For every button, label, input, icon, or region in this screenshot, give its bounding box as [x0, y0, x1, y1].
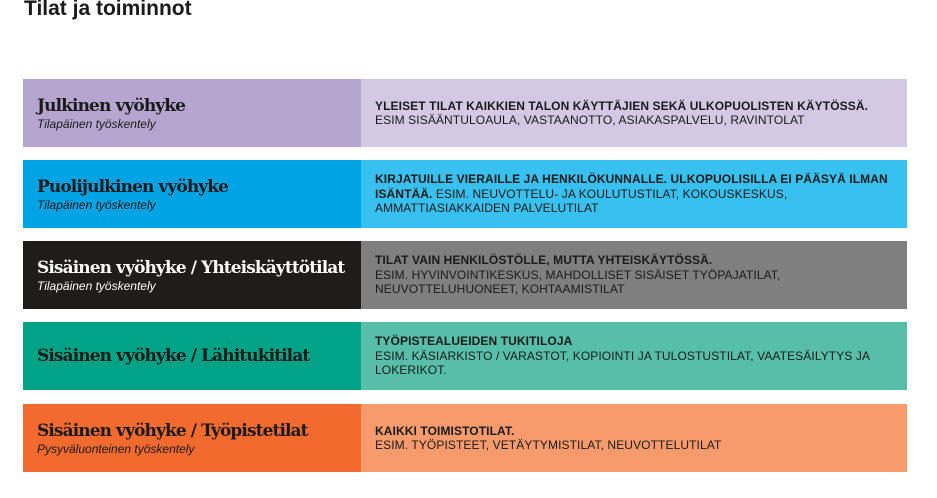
zone-description-text: ESIM. NEUVOTTELU- JA KOULUTUSTILAT, KOKOUSKESKUS, AMMATTIASIAKKAIDEN PALVELUTILAT: [375, 186, 788, 216]
zone-row-lahitukitilat: [23, 322, 907, 390]
zone-description-panel: [361, 79, 907, 147]
zone-label-panel: [23, 79, 361, 147]
zone-name: Sisäinen vyöhyke / Työpistetilat: [37, 420, 308, 441]
zone-name: Puolijulkinen vyöhyke: [37, 176, 229, 197]
zone-label-panel: [23, 404, 361, 472]
zone-description: [375, 99, 868, 128]
page-title: Tilat ja toiminnot: [24, 0, 192, 20]
zone-name: Sisäinen vyöhyke / Yhteiskäyttötilat: [37, 257, 345, 278]
zone-label-panel: [23, 160, 361, 228]
zone-description-bold: KIRJATUILLE VIERAILLE JA HENKILÖKUNNALLE. ULKOPUOLISILLA EI PÄÄSYÄ ILMAN ISÄNTÄÄ.: [375, 172, 888, 201]
zone-name: Sisäinen vyöhyke / Lähitukitilat: [37, 345, 310, 366]
zone-description-bold: TYÖPISTEALUEIDEN TUKITILOJA: [375, 334, 573, 349]
zone-subtitle: Tilapäinen työskentely: [37, 116, 156, 131]
zone-description-bold: TILAT VAIN HENKILÖSTÖLLE, MUTTA YHTEISKÄYTÖSSÄ.: [375, 253, 713, 268]
zone-description: [375, 253, 901, 297]
zone-description-text: ESIM. TYÖPISTEET, VETÄYTYMISTILAT, NEUVOTTELUTILAT: [375, 438, 722, 452]
zone-row-tyopistetilat: [23, 404, 907, 472]
zone-description-bold: YLEISET TILAT KAIKKIEN TALON KÄYTTÄJIEN SEKÄ ULKOPUOLISTEN KÄYTÖSSÄ.: [375, 98, 869, 113]
zone-name: Julkinen vyöhyke: [37, 95, 186, 116]
zone-description: [375, 172, 901, 216]
zone-description-panel: [361, 322, 907, 390]
zone-subtitle: Tilapäinen työskentely: [37, 197, 156, 212]
zone-description-text: ESIM. KÄSIARKISTO / VARASTOT, KOPIOINTI JA TULOSTUSTILAT, VAATESÄILYTYS JA LOKERIKOT.: [375, 348, 870, 378]
zone-subtitle: Pysyväluonteinen työskentely: [37, 441, 195, 456]
zone-row-puolijulkinen: [23, 160, 907, 228]
zone-subtitle: Tilapäinen työskentely: [37, 278, 156, 293]
zone-description-panel: [361, 160, 907, 228]
zone-description-panel: [361, 404, 907, 472]
zone-description-bold: KAIKKI TOIMISTOTILAT.: [375, 423, 515, 438]
zone-description: [375, 424, 721, 453]
zone-row-yhteiskayttotilat: [23, 241, 907, 309]
zone-description: [375, 334, 901, 378]
zone-description-text: ESIM. HYVINVOINTIKESKUS, MAHDOLLISET SISÄISET TYÖPAJATILAT, NEUVOTTELUHUONEET, KOHTAAMISTILAT: [375, 267, 781, 297]
zone-description-text: ESIM SISÄÄNTULOAULA, VASTAANOTTO, ASIAKASPALVELU, RAVINTOLAT: [375, 113, 805, 127]
zone-label-panel: [23, 241, 361, 309]
zone-label-panel: [23, 322, 361, 390]
zone-row-julkinen: [23, 79, 907, 147]
zone-description-panel: [361, 241, 907, 309]
